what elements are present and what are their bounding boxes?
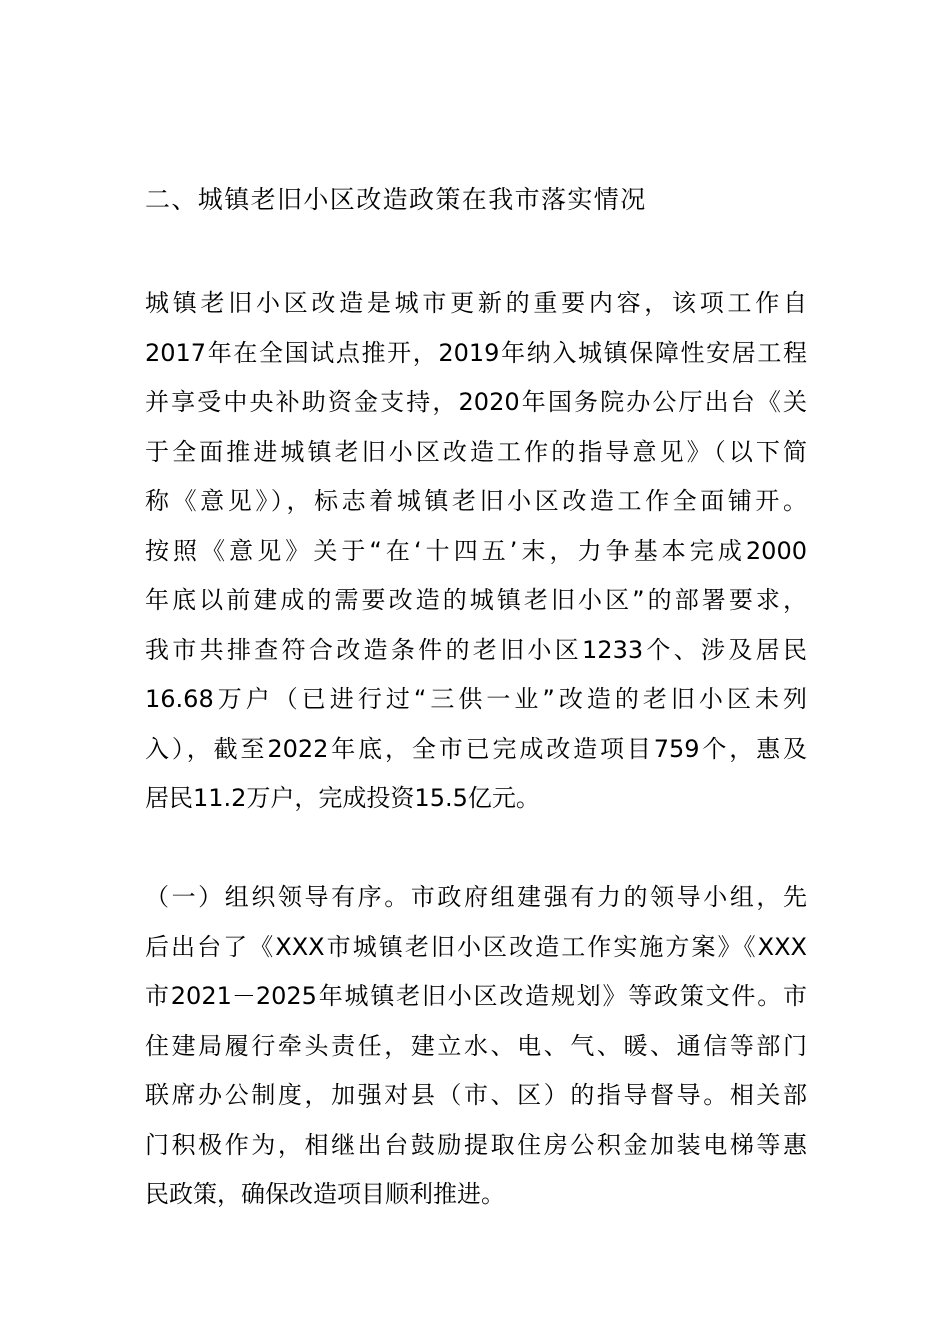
section-heading: 二、城镇老旧小区改造政策在我市落实情况 (145, 185, 647, 214)
paragraph-line: 年底以前建成的需要改造的城镇老旧小区”的部署要求， (145, 586, 807, 614)
paragraph-line: 民政策，确保改造项目顺利推进。 (145, 1180, 505, 1208)
paragraph-line: 门积极作为，相继出台鼓励提取住房公积金加装电梯等惠 (145, 1130, 807, 1159)
paragraph-line: 并享受中央补助资金支持，2020年国务院办公厅出台《关 (145, 388, 807, 416)
paragraph-line: 16.68万户（已进行过“三供一业”改造的老旧小区未列 (145, 685, 807, 713)
paragraph-line: 住建局履行牵头责任，建立水、电、气、暖、通信等部门 (145, 1031, 807, 1060)
paragraph-line: 市2021－2025年城镇老旧小区改造规划》等政策文件。市 (145, 982, 807, 1010)
paragraph-line: 联席办公制度，加强对县（市、区）的指导督导。相关部 (145, 1081, 807, 1109)
paragraph-line: 城镇老旧小区改造是城市更新的重要内容，该项工作自 (145, 289, 807, 317)
body-paragraph-2 (145, 873, 807, 1220)
paragraph-line: 后出台了《XXX市城镇老旧小区改造工作实施方案》《XXX (145, 932, 807, 961)
body-paragraph-1 (145, 279, 807, 824)
paragraph-line: 按照《意见》关于“在‘十四五’末，力争基本完成2000 (145, 536, 807, 565)
paragraph-line: 居民11.2万户，完成投资15.5亿元。 (145, 784, 540, 812)
paragraph-line: 入），截至2022年底，全市已完成改造项目759个，惠及 (145, 734, 807, 763)
paragraph-line: 于全面推进城镇老旧小区改造工作的指导意见》（以下简 (145, 437, 807, 466)
paragraph-line: 称《意见》），标志着城镇老旧小区改造工作全面铺开。 (145, 487, 807, 515)
paragraph-line: （一）组织领导有序。市政府组建强有力的领导小组，先 (145, 883, 807, 911)
paragraph-line: 我市共排查符合改造条件的老旧小区1233个、涉及居民 (145, 635, 807, 664)
paragraph-line: 2017年在全国试点推开，2019年纳入城镇保障性安居工程 (145, 338, 807, 367)
